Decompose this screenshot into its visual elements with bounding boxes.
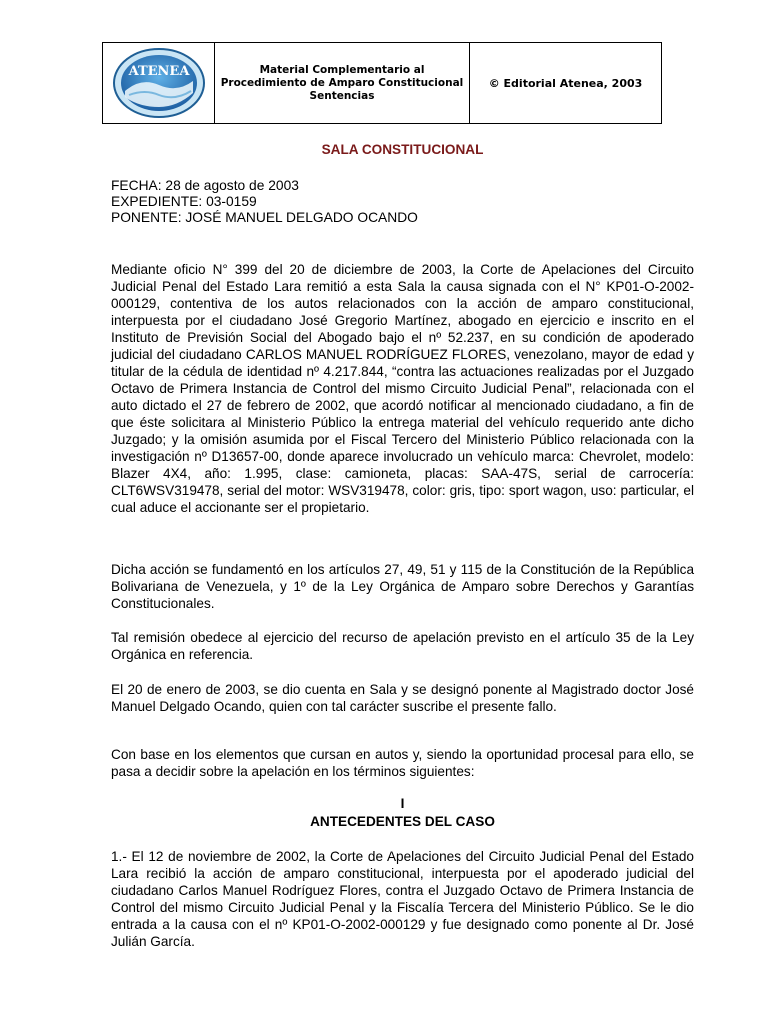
paragraph-1: Mediante oficio N° 399 del 20 de diciembre de 2003, la Corte de Apelaciones del Circuito Judicial Penal del Estado Lara remitió a esta Sala la causa signada con el N° KP01-O-2002-000129, contentiva de los autos relacionados con la acción de amparo constitucional, interpuesta por el ciudadano José Gregorio Martínez, abogado en ejercicio e inscrito en el Instituto de Previsión Social del Abogado bajo el nº 52.237, en su condición de apoderado judicial del ciudadano CARLOS MANUEL RODRÍGUEZ FLORES, venezolano, mayor de edad y titular de la cédula de identidad nº 4.217.844, “contra las actuaciones realizadas por el Juzgado Octavo de Primera Instancia de Control del mismo Circuito Judicial Penal”, relacionada con el auto dictado el 27 de febrero de 2002, que acordó notificar al mencionado ciudadano, a fin de que éste solicitara al Ministerio Público la entrega material del vehículo requerido ante dicho Juzgado; y la omisión asumida por el Fiscal Tercero del Ministerio Público relacionada con la investigación nº D13657-00, donde aparece involucrado un vehículo marca: Chevrolet, modelo: Blazer 4X4, año: 1.995, clase: camioneta, placas: SAA-47S, serial de carrocería: CLT6WSV319478, serial del motor: WSV319478, color: gris, tipo: sport wagon, uso: particular, el cual aduce el accionante ser el propietario. [111, 262, 694, 515]
page-heading: SALA CONSTITUCIONAL [321, 142, 484, 157]
fecha-line: FECHA: 28 de agosto de 2003 [111, 178, 299, 193]
copyright-text: © Editorial Atenea, 2003 [488, 76, 643, 90]
paragraph-4: El 20 de enero de 2003, se dio cuenta en Sala y se designó ponente al Magistrado doctor José Manuel Delgado Ocando, quien con tal carácter suscribe el presente fallo. [111, 682, 694, 714]
expediente-line: EXPEDIENTE: 03-0159 [111, 194, 257, 209]
paragraph-5: Con base en los elementos que cursan en autos y, siendo la oportunidad procesal para ello, se pasa a decidir sobre la apelación en los términos siguientes: [111, 747, 694, 779]
document-header [102, 42, 662, 124]
paragraph-2: Dicha acción se fundamentó en los artículos 27, 49, 51 y 115 de la Constitución de la República Bolivariana de Venezuela, y 1º de la Ley Orgánica de Amparo sobre Derechos y Garantías Constitucionales. [111, 562, 694, 611]
section-paragraph-1: 1.- El 12 de noviembre de 2002, la Corte de Apelaciones del Circuito Judicial Penal del Estado Lara recibió la acción de amparo constitucional, interpuesta por el apoderado judicial del ciudadano Carlos Manuel Rodríguez Flores, contra el Juzgado Octavo de Primera Instancia de Control del mismo Circuito Judicial Penal y la Fiscalía Tercera del Ministerio Público. Se le dio entrada a la causa con el nº KP01-O-2002-000129 y fue designado como ponente al Dr. José Julián García. [111, 849, 694, 949]
section-title: ANTECEDENTES DEL CASO [310, 814, 495, 829]
header-title-line-2: Procedimiento de Amparo Constitucional [220, 76, 464, 89]
header-title-line-1: Material Complementario al [259, 63, 425, 76]
paragraph-3: Tal remisión obedece al ejercicio del recurso de apelación previsto en el artículo 35 de la Ley Orgánica en referencia. [111, 630, 694, 662]
ponente-line: PONENTE: JOSÉ MANUEL DELGADO OCANDO [111, 210, 418, 225]
logo-cell [103, 43, 215, 123]
header-title-line-3: Sentencias [309, 89, 375, 102]
copyright-cell [470, 43, 661, 123]
section-number: I [400, 796, 405, 811]
case-metadata [111, 178, 418, 226]
logo-text: ATENEA [128, 64, 189, 79]
header-title [215, 43, 470, 123]
atenea-logo [111, 47, 207, 119]
